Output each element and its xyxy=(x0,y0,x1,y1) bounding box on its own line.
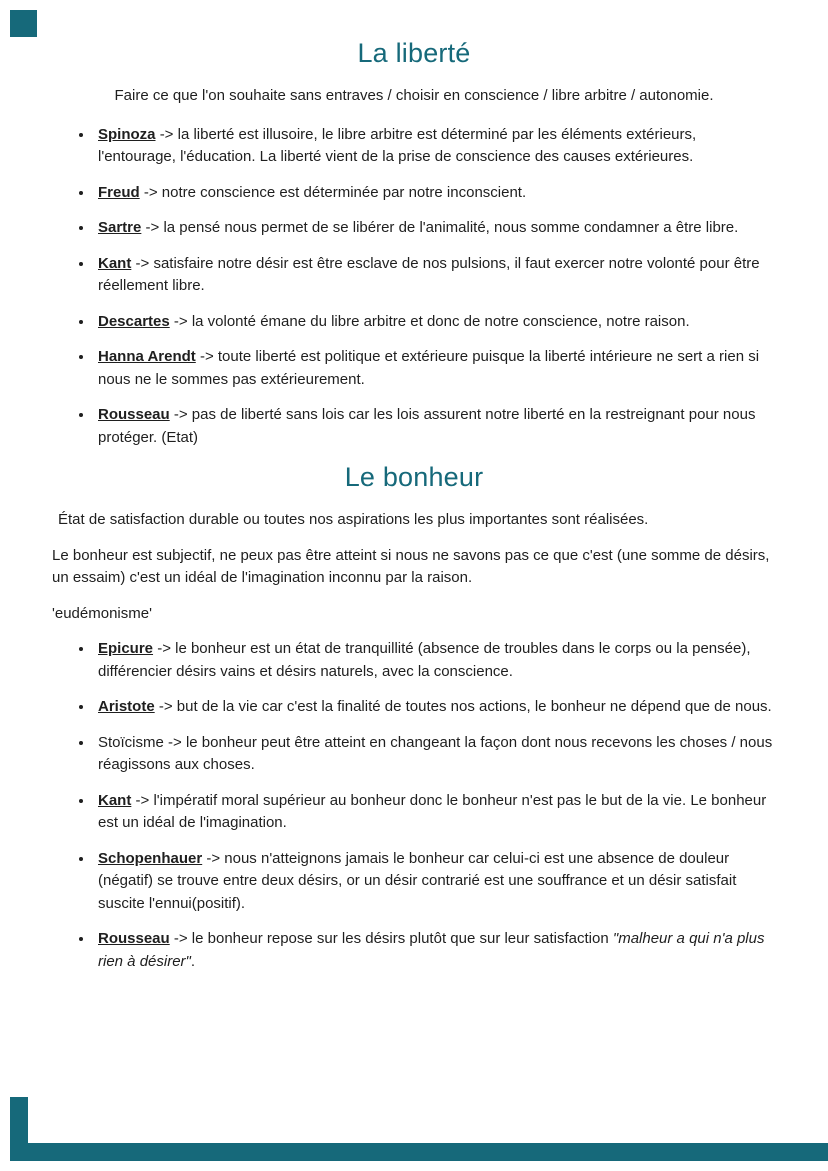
note-item xyxy=(94,253,776,298)
philosopher-name: Hanna Arendt xyxy=(98,348,196,365)
note-item xyxy=(94,182,776,205)
note-item xyxy=(94,848,776,916)
section-title-bonheur: Le bonheur xyxy=(344,462,484,492)
bottom-left-decoration xyxy=(10,1097,28,1161)
philosopher-name: Epicure xyxy=(98,640,154,657)
note-item xyxy=(94,311,776,334)
item-suffix: . xyxy=(190,952,196,970)
philosopher-name: Stoïcisme xyxy=(98,733,164,751)
section-la-liberte xyxy=(52,38,776,449)
corner-decoration-top-left xyxy=(10,10,37,37)
philosopher-name: Spinoza xyxy=(98,125,156,143)
bottom-border-decoration xyxy=(10,1143,828,1161)
philosopher-name: Rousseau xyxy=(98,930,170,947)
philosopher-name: Kant xyxy=(98,791,132,809)
note-item xyxy=(94,696,776,719)
item-text: -> toute liberté est politique et extérieure puisque la liberté intérieure ne sert a rien si nous ne le sommes pas extérieurement. xyxy=(98,348,760,388)
paragraph: Le bonheur est subjectif, ne peux pas être atteint si nous ne savons pas ce que c'est (une somme de désirs, un essaim) c'est un idéal de l'imagination inconnu par la raison. xyxy=(52,546,770,586)
item-text: -> la pensé nous permet de se libérer de l'animalité, nous somme condamner a être libre. xyxy=(145,219,739,236)
item-text: -> nous n'atteignons jamais le bonheur car celui-ci est une absence de douleur (négatif) se trouve entre deux désirs, or un désir contrarié est une souffrance et un désir satisfait suscite l'ennui(positif). xyxy=(98,849,737,912)
item-text: -> le bonheur est un état de tranquillité (absence de troubles dans le corps ou la pensée), différencier désirs vains et désirs naturels, avec la conscience. xyxy=(98,640,751,680)
section-intro xyxy=(52,85,776,108)
section-title-liberte: La liberté xyxy=(357,38,471,68)
item-text: -> satisfaire notre désir est être esclave de nos pulsions, il faut exercer notre volonté pour être réellement libre. xyxy=(98,254,760,294)
item-text: -> l'impératif moral supérieur au bonheur donc le bonheur n'est pas le but de la vie. Le bonheur est un idéal de l'imagination. xyxy=(98,791,767,831)
philosopher-name: Aristote xyxy=(98,698,155,715)
note-item xyxy=(94,124,776,169)
paragraph: 'eudémonisme' xyxy=(52,604,152,622)
item-text: -> notre conscience est déterminée par notre inconscient. xyxy=(143,183,527,201)
paragraph: Faire ce que l'on souhaite sans entraves / choisir en conscience / libre arbitre / autonomie. xyxy=(114,87,714,104)
philosopher-name: Freud xyxy=(98,183,140,201)
item-text: -> la liberté est illusoire, le libre arbitre est déterminé par les éléments extérieurs, l'entourage, l'éducation. La liberté vient de la prise de conscience des causes extérieures. xyxy=(98,125,697,165)
item-text: -> le bonheur repose sur les désirs plutôt que sur leur satisfaction xyxy=(173,930,609,947)
italic-quote: "malheur a qui n'a plus rien à désirer" xyxy=(98,930,765,970)
philosopher-list-liberte xyxy=(52,124,776,450)
note-item xyxy=(94,346,776,391)
philosopher-name: Schopenhauer xyxy=(98,849,203,867)
philosopher-name: Descartes xyxy=(98,312,170,330)
philosopher-name: Sartre xyxy=(98,219,142,236)
note-item xyxy=(94,217,776,240)
item-text: -> la volonté émane du libre arbitre et donc de notre conscience, notre raison. xyxy=(173,312,690,330)
philosopher-name: Rousseau xyxy=(98,406,170,423)
item-text: -> pas de liberté sans lois car les lois assurent notre liberté en la restreignant pour nous protéger. (Etat) xyxy=(98,406,756,446)
philosopher-list-bonheur xyxy=(52,638,776,973)
note-item xyxy=(94,404,776,449)
item-text: -> but de la vie car c'est la finalité de toutes nos actions, le bonheur ne dépend que de nous. xyxy=(158,698,772,715)
note-item xyxy=(94,638,776,683)
section-paragraphs xyxy=(52,509,776,625)
note-item xyxy=(94,790,776,835)
item-text: -> le bonheur peut être atteint en changeant la façon dont nous recevons les choses / nous réagissons aux choses. xyxy=(98,733,773,773)
note-item xyxy=(94,732,776,777)
section-le-bonheur xyxy=(52,462,776,973)
note-item xyxy=(94,928,776,973)
paragraph: État de satisfaction durable ou toutes nos aspirations les plus importantes sont réalisées. xyxy=(58,511,649,528)
philosopher-name: Kant xyxy=(98,254,132,272)
